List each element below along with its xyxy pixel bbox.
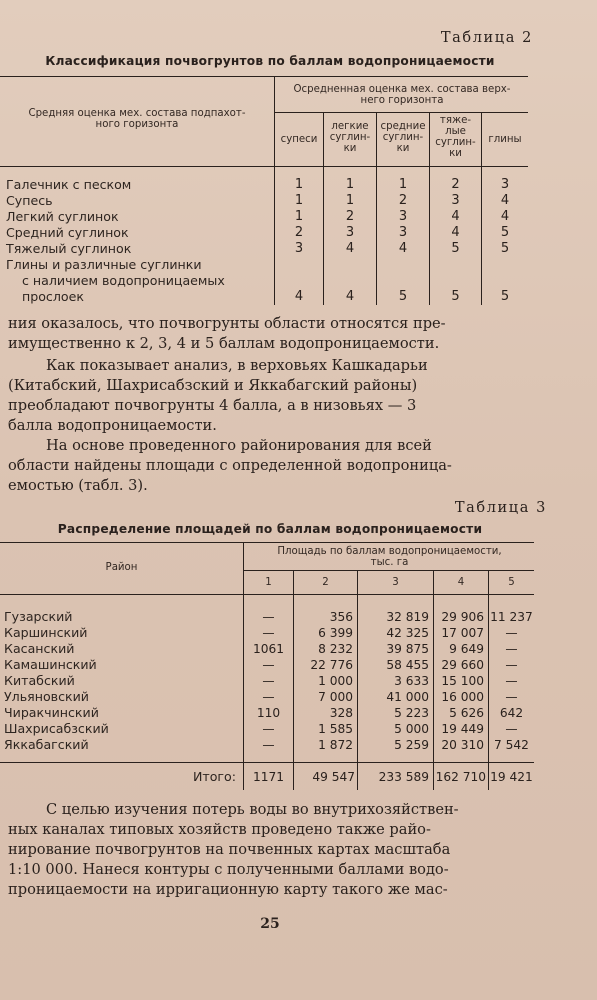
table3-cell: 3 633 <box>394 674 429 688</box>
table2-row-label: Супесь <box>6 193 53 208</box>
table2-cell: 4 <box>398 241 408 256</box>
table3-cell: 39 875 <box>386 642 429 656</box>
table2-cell: 4 <box>451 209 460 224</box>
table3-cell: 1 872 <box>318 738 353 752</box>
table3-cell: — <box>262 674 275 688</box>
table2-col-header: тяже- лые суглин- ки <box>435 115 476 159</box>
table2-cell: 2 <box>345 209 355 224</box>
table3-cell: 1061 <box>252 642 285 656</box>
table2-cell: 1 <box>345 193 355 208</box>
table2-cell: 3 <box>500 177 510 192</box>
table3-cell: 58 455 <box>386 658 429 672</box>
body-paragraph: Как показывает анализ, в верховьях Кашкадарьи (Китабский, Шахрисабзский и Яккабагский районы) преобладают почвогрунты 4 балла, а в низовьях — 3 балла водопроницаемости. <box>8 357 428 434</box>
table3-row-label: Китабский <box>4 673 75 688</box>
table3-top-rule <box>0 542 534 543</box>
table3-row-label: Шахрисабзский <box>4 721 109 736</box>
table3-cell: 9 649 <box>449 642 484 656</box>
table3-cell: 5 000 <box>394 722 429 736</box>
table3-cell: — <box>262 658 275 672</box>
table3-cell: 16 000 <box>441 690 484 704</box>
table2-row-label: прослоек <box>22 289 84 304</box>
table2-cell: 5 <box>451 289 460 304</box>
table3-row-label: Каршинский <box>4 625 88 640</box>
table2-cell: 3 <box>398 209 408 224</box>
table3-cell: 110 <box>256 706 281 720</box>
table3-cell: 1 000 <box>318 674 353 688</box>
table2-cell: 3 <box>294 241 304 256</box>
table2-header-rule <box>0 166 528 167</box>
table2-cell: 4 <box>345 289 355 304</box>
table2-col-header: супеси <box>280 134 318 145</box>
table3-cell: — <box>505 722 518 736</box>
table3-cell: 5 223 <box>394 706 429 720</box>
table2-cell: 5 <box>500 225 510 240</box>
table3-cell: 19 449 <box>441 722 484 736</box>
table3-total-cell: 233 589 <box>378 770 429 784</box>
table2-title: Классификация почвогрунтов по баллам водопроницаемости <box>45 54 495 68</box>
table3-row-label: Гузарский <box>4 609 73 624</box>
table3-row-label: Чиракчинский <box>4 705 99 720</box>
table2-cell: 4 <box>345 241 355 256</box>
table3-cell: — <box>505 674 518 688</box>
table3-cell: 6 399 <box>318 626 353 640</box>
table3-cell: 8 232 <box>318 642 353 656</box>
table3-col-header: 5 <box>508 577 515 588</box>
table2-col-header: средние суглин- ки <box>380 121 426 154</box>
table2-label: Таблица 2 <box>440 30 533 46</box>
table3-cell: — <box>505 642 518 656</box>
table3-cell: 642 <box>499 706 524 720</box>
table3-cell: 356 <box>329 610 353 624</box>
table2-cell: 2 <box>294 225 304 240</box>
table3-total-cell: 1171 <box>252 770 285 784</box>
table2-cell: 4 <box>500 193 510 208</box>
table2-cell: 1 <box>294 209 304 224</box>
table2-row-label: Галечник с песком <box>6 177 132 192</box>
table3-cell: — <box>262 722 275 736</box>
table3-total-label: Итого: <box>192 769 236 784</box>
table3-cell: — <box>505 690 518 704</box>
table2-cell: 2 <box>398 193 408 208</box>
table3-cell: 5 626 <box>449 706 484 720</box>
table3-row-header: Район <box>105 562 138 573</box>
table3-cell: 17 007 <box>441 626 484 640</box>
table3-col-header: 3 <box>392 577 399 588</box>
table3-cell: — <box>262 626 275 640</box>
table3-cell: 11 237 <box>490 610 533 624</box>
body-paragraph: С целью изучения потерь воды во внутрихозяйствен- ных каналах типовых хозяйств проведено также райо- нирование почвогрунтов на почвенных картах масштаба 1:10 000. Нанеся контуры с полученными баллами водо- проницаемости на ирригационную карту такого же мас- <box>8 801 459 898</box>
table3-row-label: Яккабагский <box>4 737 89 752</box>
table3-label: Таблица 3 <box>454 500 547 516</box>
table2-cell: 3 <box>398 225 408 240</box>
table2-cell: 2 <box>451 177 460 192</box>
table2-group-rule <box>274 112 528 113</box>
table3-col-header: 4 <box>457 577 465 588</box>
table3-cell: 7 542 <box>494 738 529 752</box>
body-paragraph: ния оказалось, что почвогрунты области относятся пре- имущественно к 2, 3, 4 и 5 баллам водопроницаемости. <box>8 315 446 352</box>
table3-group-header: Площадь по баллам водопроницаемости, тыс. га <box>277 546 502 568</box>
table3-cell: 22 776 <box>310 658 353 672</box>
table2-group-header: Осредненная оценка мех. состава верх- него горизонта <box>293 84 511 106</box>
table2-cell: 5 <box>500 241 510 256</box>
table3-row-label: Касанский <box>4 641 75 656</box>
table2-top-rule <box>0 76 528 77</box>
table3-cell: 5 259 <box>394 738 429 752</box>
table2-cell: 1 <box>294 177 304 192</box>
table3-total-rule <box>0 762 534 763</box>
table3-total-cell: 19 421 <box>490 770 533 784</box>
table2-col-header: легкие суглин- ки <box>329 121 371 154</box>
table3-cell: 32 819 <box>386 610 429 624</box>
table2-col-header: глины <box>488 134 522 145</box>
table3-col-header: 1 <box>265 577 272 588</box>
table2-cell: 5 <box>500 289 510 304</box>
table3-col-header: 2 <box>322 577 329 588</box>
table3-cell: 328 <box>329 706 353 720</box>
table2-cell: 1 <box>345 177 355 192</box>
table2-row-label: Тяжелый суглинок <box>6 241 132 256</box>
table3-cell: 29 906 <box>441 610 484 624</box>
table3-header-rule <box>0 594 534 595</box>
table3-cell: 1 585 <box>318 722 353 736</box>
table2-row-label: Глины и различные суглинки <box>6 257 202 272</box>
table3-row-label: Камашинский <box>4 657 97 672</box>
table3-cell: — <box>505 658 518 672</box>
table2-cell: 4 <box>451 225 460 240</box>
table3-cell: 20 310 <box>441 738 484 752</box>
table3-group-rule <box>243 570 534 571</box>
table3-row-label: Ульяновский <box>4 689 89 704</box>
table3-cell: 41 000 <box>386 690 429 704</box>
table3-cell: — <box>262 610 275 624</box>
table2-cell: 4 <box>294 289 304 304</box>
table3-cell: — <box>262 690 275 704</box>
table3-total-cell: 162 710 <box>435 770 486 784</box>
table2-cell: 5 <box>398 289 408 304</box>
table2-cell: 1 <box>294 193 304 208</box>
table2-row-label: Легкий суглинок <box>6 209 119 224</box>
table2-row-label: Средний суглинок <box>6 225 129 240</box>
table2-cell: 4 <box>500 209 510 224</box>
table2-cell: 3 <box>345 225 355 240</box>
table3-cell: — <box>505 626 518 640</box>
table2-row-label: с наличием водопроницаемых <box>22 273 225 288</box>
table2-cell: 5 <box>451 241 460 256</box>
table3-title: Распределение площадей по баллам водопроницаемости <box>57 522 483 536</box>
table3-cell: 29 660 <box>441 658 484 672</box>
table2-row-header: Средняя оценка мех. состава подпахот- ного горизонта <box>28 108 246 130</box>
body-paragraph: На основе проведенного районирования для всей области найдены площади с определенной водопроница- емостью (табл. 3). <box>8 437 452 494</box>
table3-total-cell: 49 547 <box>312 770 355 784</box>
table2-cell: 1 <box>398 177 408 192</box>
page-number: 25 <box>260 916 280 932</box>
table3-cell: 15 100 <box>441 674 484 688</box>
table3-cell: — <box>262 738 275 752</box>
table2-cell: 3 <box>451 193 460 208</box>
table3-cell: 7 000 <box>318 690 353 704</box>
table3-cell: 42 325 <box>386 626 429 640</box>
